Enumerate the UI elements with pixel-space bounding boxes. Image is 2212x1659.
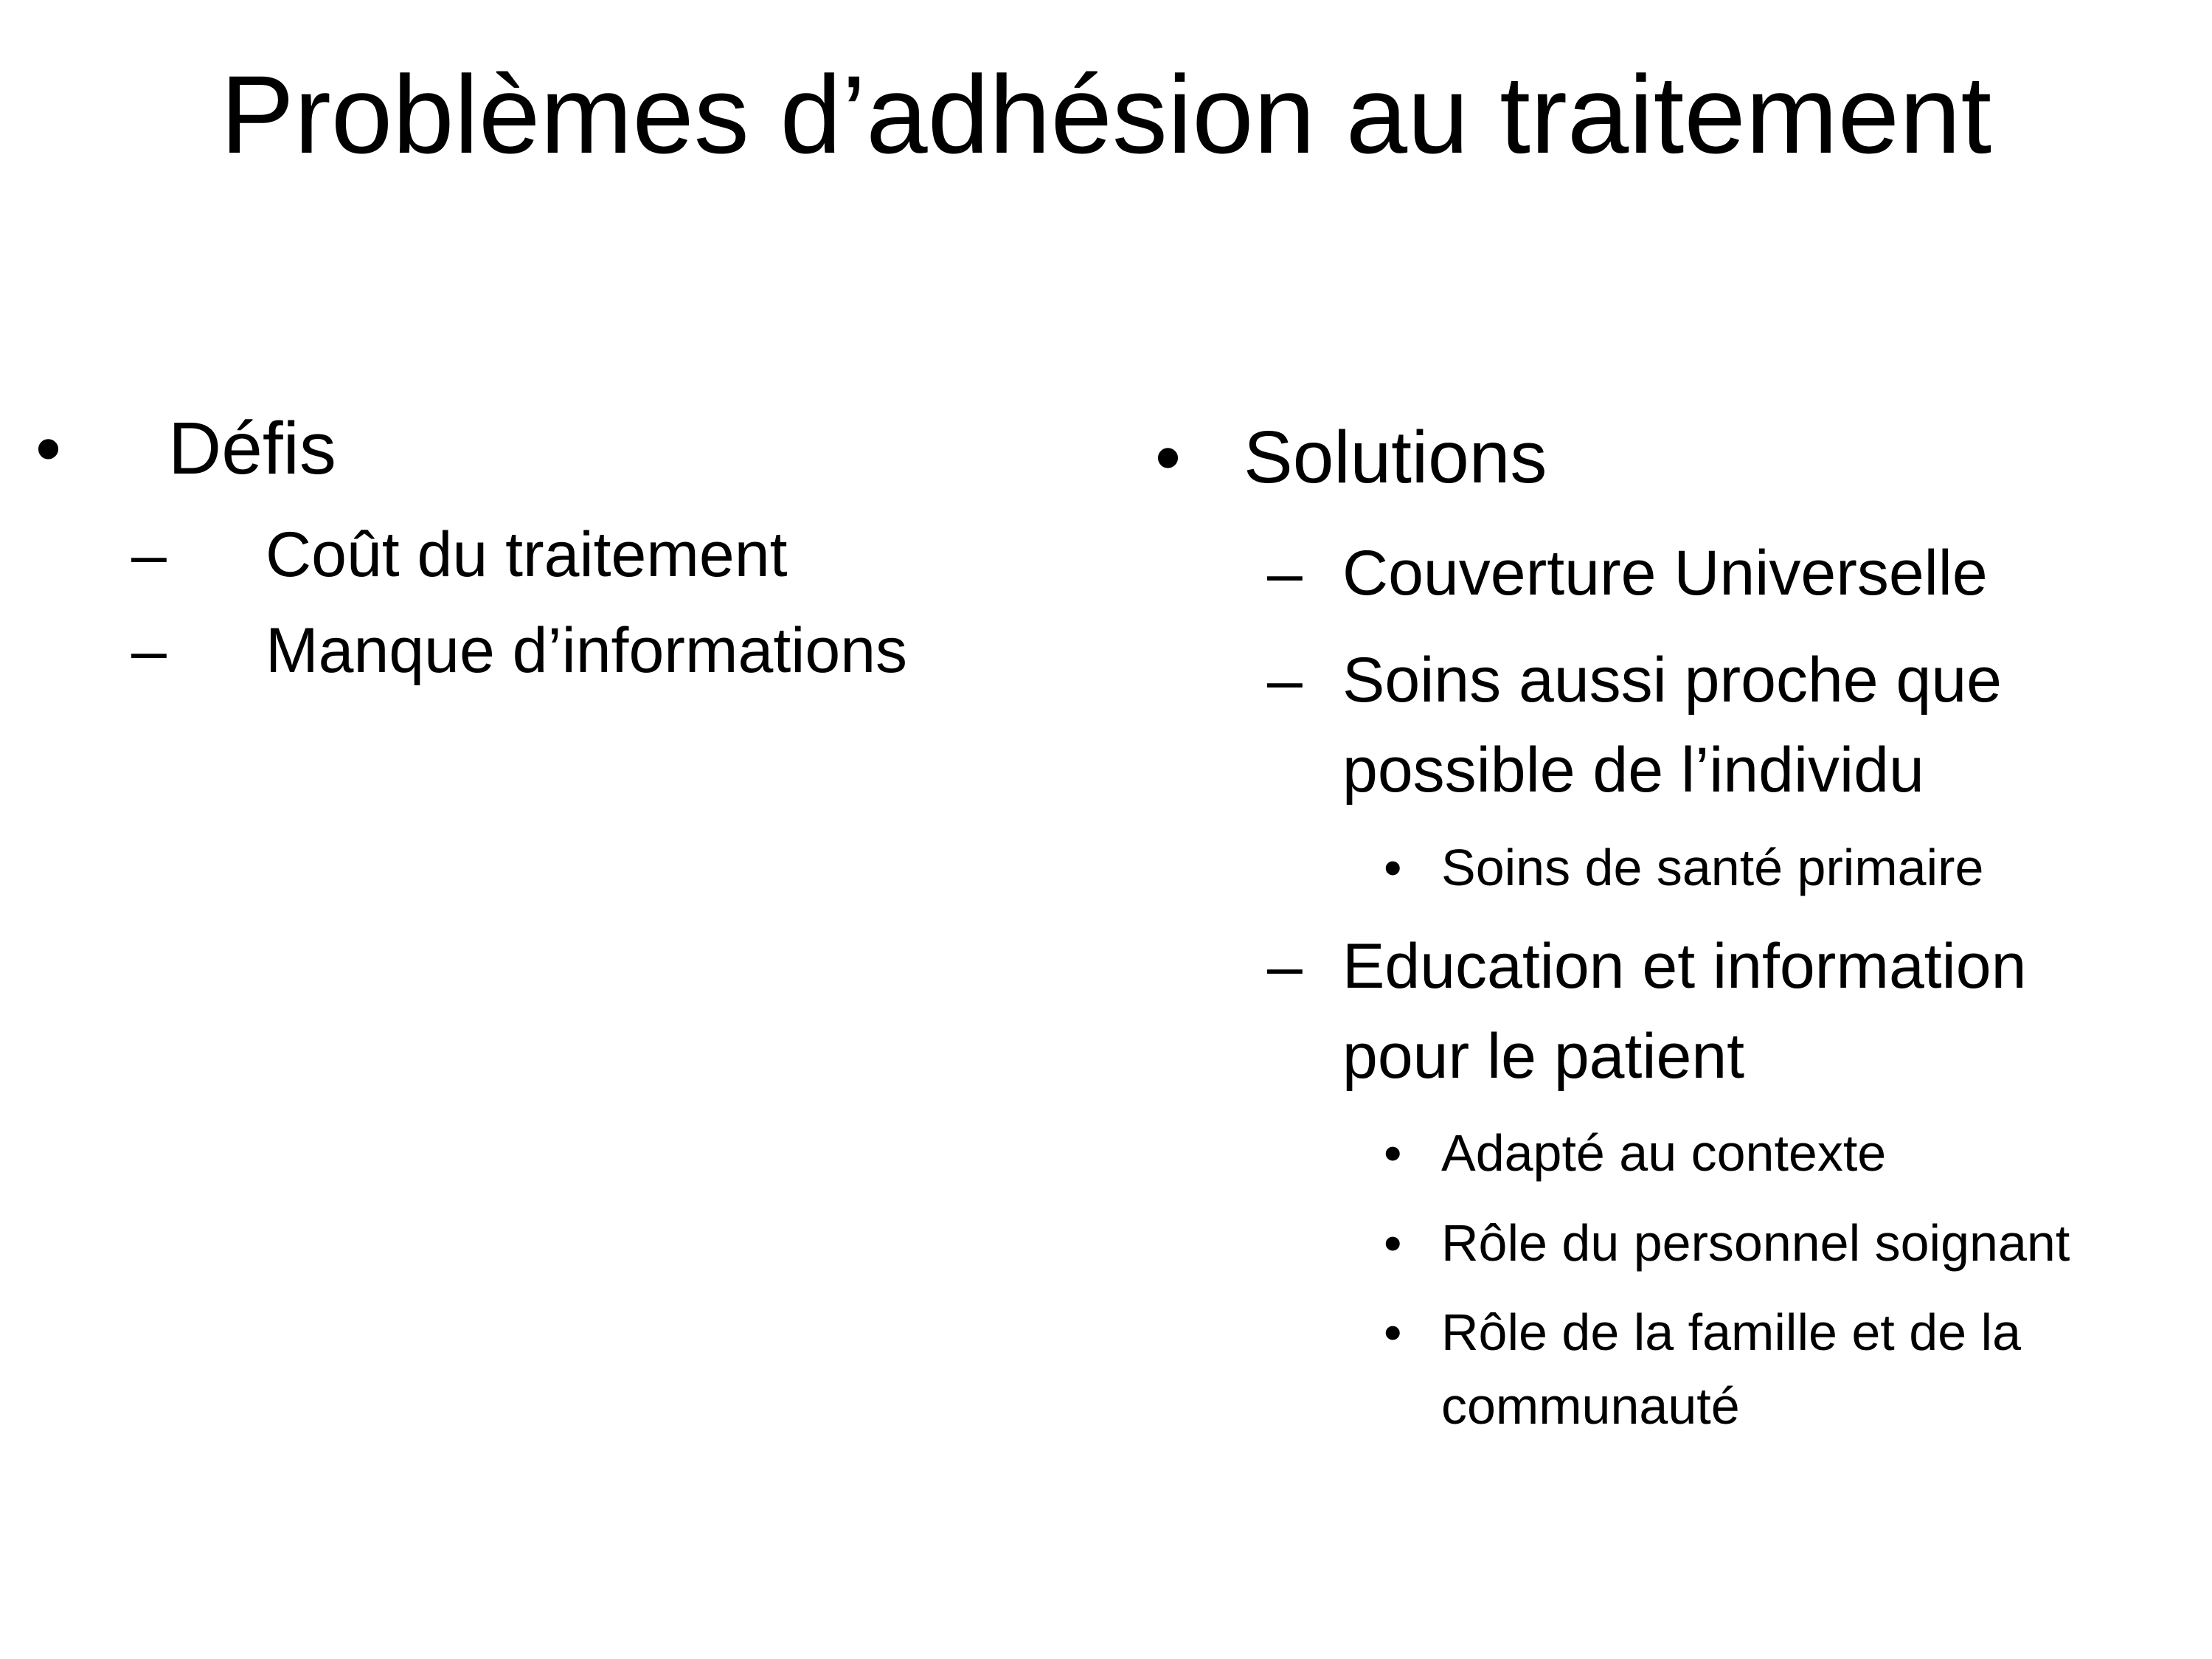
item-text: Adapté au contexte — [1441, 1124, 1887, 1182]
dash-marker: – — [131, 615, 167, 686]
bullet-marker: • — [1384, 1214, 1402, 1272]
bullet-marker: • — [35, 407, 62, 490]
heading-defis: Défis — [168, 407, 336, 490]
dash-marker: – — [1267, 538, 1303, 609]
bullet-marker: • — [1155, 416, 1182, 499]
bullet-marker: • — [1384, 1124, 1402, 1182]
item-text-line: Education et information — [1342, 931, 2027, 1002]
bullet-marker: • — [1384, 839, 1402, 896]
item-text-line: Rôle de la famille et de la — [1441, 1303, 2021, 1361]
item-text: Couverture Universelle — [1342, 538, 1988, 609]
item-text: Manque d’informations — [266, 615, 908, 686]
bullet-marker: • — [1384, 1303, 1402, 1361]
item-text-line: possible de l’individu — [1342, 735, 1924, 806]
item-text: Soins de santé primaire — [1441, 839, 1984, 896]
heading-solutions: Solutions — [1244, 416, 1547, 499]
dash-marker: – — [131, 519, 167, 590]
slide-title: Problèmes d’adhésion au traitement — [220, 52, 1992, 176]
dash-marker: – — [1267, 931, 1303, 1002]
item-text: Coût du traitement — [266, 519, 788, 590]
item-text-line: pour le patient — [1342, 1021, 1745, 1092]
dash-marker: – — [1267, 645, 1303, 716]
item-text-line: communauté — [1441, 1377, 1740, 1435]
item-text-line: Soins aussi proche que — [1342, 645, 2003, 716]
item-text: Rôle du personnel soignant — [1441, 1214, 2070, 1272]
